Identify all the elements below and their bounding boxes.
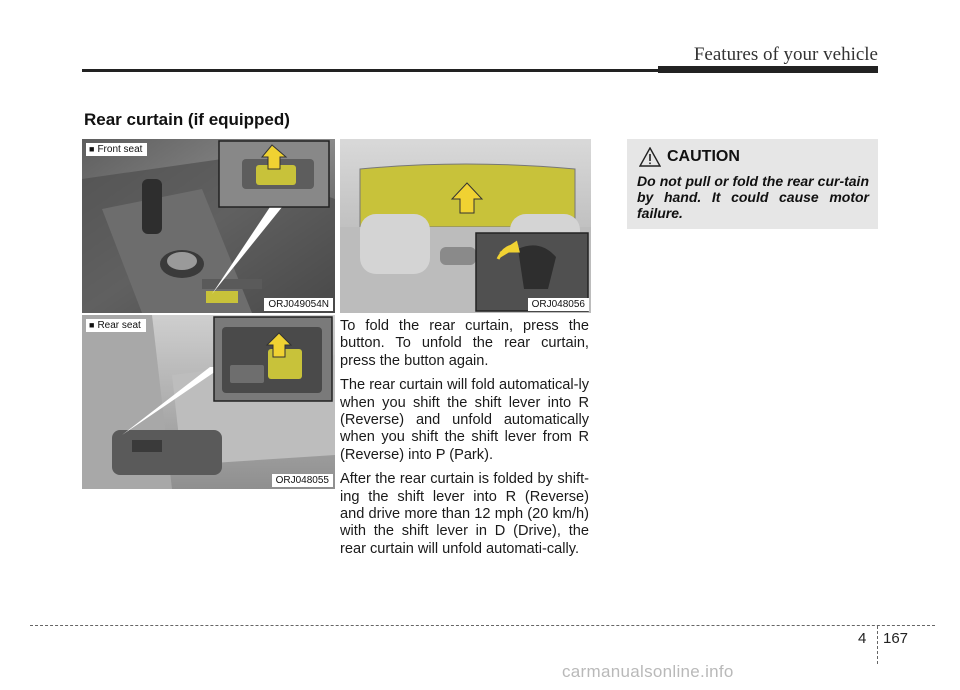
- front-seat-figure-code: ORJ049054N: [264, 298, 333, 311]
- caution-title: CAUTION: [667, 148, 740, 165]
- paragraph-auto-fold: The rear curtain will fold automatical-ly when you shift the shift lever into R (Reverse) and unfold automatically when you shift the shift lever from R (Reverse) into P (Park).: [340, 377, 589, 463]
- warning-triangle-icon: [639, 147, 661, 167]
- front-seat-figure: [82, 139, 335, 313]
- rear-seat-illustration: [82, 315, 335, 489]
- section-title: Rear curtain (if equipped): [84, 110, 290, 129]
- paragraph-auto-unfold: After the rear curtain is folded by shift-ing the shift lever into R (Reverse) and drive more than 12 mph (20 km/h) with the shift lever in D (Drive), the rear curtain will unfold automati-cally.: [340, 471, 589, 557]
- rear-seat-figure-code: ORJ048055: [272, 474, 333, 487]
- black-square-icon: ■: [89, 320, 95, 330]
- caution-header: [639, 147, 740, 167]
- caution-text: Do not pull or fold the rear cur-tain by hand. It could cause motor failure.: [637, 173, 869, 221]
- rear-seat-figure: [82, 315, 335, 489]
- front-seat-illustration: [82, 139, 335, 313]
- rear-curtain-figure-code: ORJ048056: [528, 298, 589, 311]
- front-seat-tag: ■ Front seat: [86, 143, 147, 156]
- watermark: carmanualsonline.info: [562, 662, 734, 681]
- header-rule-accent: [658, 66, 878, 73]
- running-header: Features of your vehicle: [693, 44, 878, 65]
- rear-seat-tag: ■ Rear seat: [86, 319, 146, 332]
- footer-divider: [877, 626, 878, 664]
- footer-rule: [30, 625, 935, 626]
- caution-box: [627, 139, 878, 229]
- black-square-icon: ■: [89, 144, 95, 154]
- page-number: 167: [883, 630, 909, 647]
- rear-curtain-figure: [340, 139, 591, 313]
- rear-curtain-illustration: [340, 139, 591, 313]
- paragraph-fold-instructions: To fold the rear curtain, press the button. To unfold the rear curtain, press the button again.: [340, 318, 589, 369]
- body-text: [340, 318, 589, 565]
- chapter-number: 4: [858, 630, 867, 647]
